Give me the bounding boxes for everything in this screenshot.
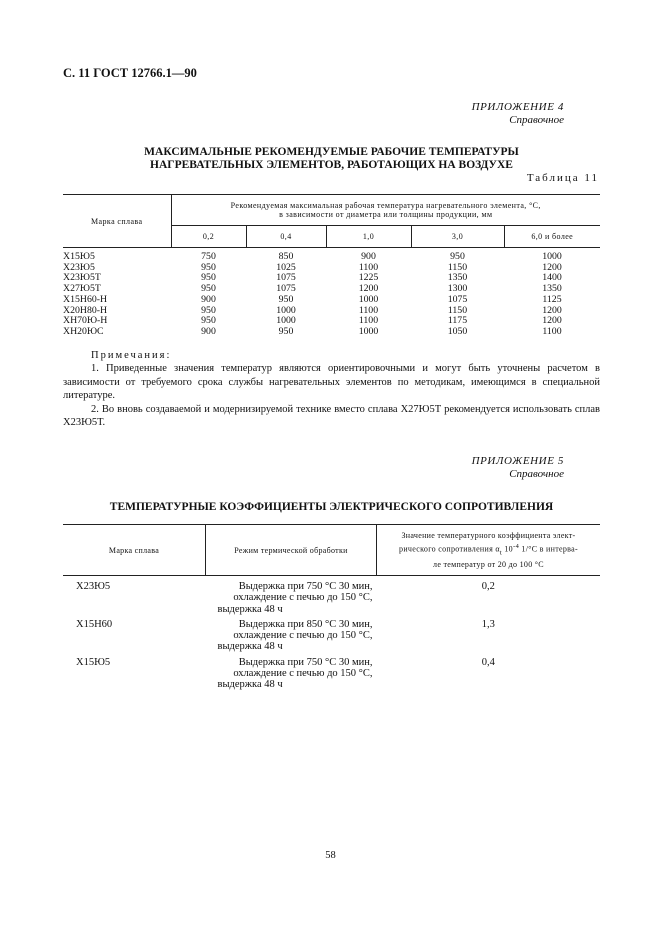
table-row	[63, 615, 600, 653]
cell-value: 950	[201, 315, 216, 327]
subcol-header: 0,2	[171, 226, 246, 248]
cell-mark: ХН70Ю-Н	[63, 315, 108, 327]
col-header-mark: Марка сплава	[63, 195, 171, 248]
cell-value: 1350	[542, 283, 562, 295]
cell-value: 1400	[542, 272, 562, 284]
cell-value: 1125	[542, 293, 562, 305]
appendix4-title	[63, 146, 600, 172]
col-header-group-line2: в зависимости от диаметра или толщины продукции, мм	[279, 210, 493, 219]
cell-mark: Х23Ю5Т	[63, 272, 101, 284]
cell-mark: ХН20ЮС	[63, 325, 104, 337]
cell-value: 1000	[276, 315, 296, 327]
cell-value: 950	[201, 272, 216, 284]
coef-text-b: 1/°С в интерва-	[519, 545, 578, 555]
appendix4-label: ПРИЛОЖЕНИЕ 4	[471, 101, 564, 113]
cell-value: 1200	[542, 261, 562, 273]
cell-value: 1,3	[481, 618, 495, 630]
table-appendix5	[63, 524, 600, 691]
table-row	[63, 295, 600, 306]
table-11	[63, 194, 600, 338]
cell-mode-line: Выдержка при 750 °С 30 мин,	[238, 581, 373, 592]
cell-mark: Х15Н60	[76, 618, 113, 630]
cell-value: 1000	[276, 304, 296, 316]
cell-value: 1300	[447, 283, 468, 295]
cell-value: 950	[450, 251, 465, 262]
cell-mark: Х27Ю5Т	[63, 283, 101, 295]
table-row	[63, 327, 600, 338]
cell-value: 1075	[276, 272, 296, 284]
table-row	[63, 284, 600, 295]
cell-mark: Х23Ю5	[76, 581, 111, 592]
cell-value: 1200	[542, 315, 562, 327]
cell-value: 900	[201, 325, 216, 337]
coef-subscript: t	[499, 549, 503, 557]
cell-value: 1100	[358, 261, 379, 273]
cell-value: 900	[201, 293, 216, 305]
cell-value: 900	[361, 251, 376, 262]
table-row	[63, 273, 600, 284]
appendix5-label: ПРИЛОЖЕНИЕ 5	[471, 455, 564, 467]
cell-value: 1100	[542, 325, 562, 337]
cell-value: 750	[201, 251, 216, 262]
appendix4-title-line2: НАГРЕВАТЕЛЬНЫХ ЭЛЕМЕНТОВ, РАБОТАЮЩИХ НА ВОЗДУХЕ	[150, 159, 513, 171]
notes-heading: Примечания:	[91, 350, 172, 361]
cell-mode-line: выдержка 48 ч	[217, 679, 283, 691]
cell-value: 950	[201, 283, 216, 295]
cell-value: 1225	[358, 272, 379, 284]
col-header-mark: Марка сплава	[63, 525, 206, 576]
coef-text-mid: 10	[502, 545, 513, 555]
cell-value: 1000	[542, 251, 562, 262]
cell-value: 1075	[276, 283, 296, 295]
cell-mark: Х15Ю5	[63, 251, 95, 262]
cell-mode-line: Выдержка при 850 °С 30 мин,	[238, 618, 373, 630]
cell-value: 850	[278, 251, 294, 262]
cell-value: 1000	[358, 293, 379, 305]
cell-mode	[206, 615, 377, 653]
cell-value: 1100	[358, 315, 379, 327]
appendix4-label-block	[472, 101, 564, 127]
cell-value: 1175	[447, 315, 468, 327]
appendix5-title: ТЕМПЕРАТУРНЫЕ КОЭФФИЦИЕНТЫ ЭЛЕКТРИЧЕСКОГО СОПРОТИВЛЕНИЯ	[109, 501, 554, 513]
col-header-group-line1: Рекомендуемая максимальная рабочая температура нагревательного элемента, °С,	[230, 201, 541, 210]
coef-superscript: -4	[512, 543, 520, 551]
cell-mode-line: выдержка 48 ч	[217, 603, 283, 615]
page-number: 58	[325, 850, 336, 861]
cell-value: 1200	[542, 304, 562, 316]
cell-value: 1150	[447, 261, 468, 273]
cell-value: 1100	[358, 304, 379, 316]
subcol-header: 6,0 и более	[504, 226, 600, 248]
cell-mark: Х15Н60-Н	[63, 293, 108, 305]
col-header-group	[171, 195, 600, 226]
cell-value: 950	[201, 261, 216, 273]
notes-block	[63, 349, 600, 429]
table-row	[63, 248, 600, 263]
table-row	[63, 263, 600, 274]
table-row	[63, 653, 600, 691]
table-row	[63, 316, 600, 327]
appendix5-type: Справочное	[509, 468, 564, 480]
col-header-coefficient-line1: Значение температурного коэффициента элект-	[401, 531, 576, 541]
cell-value: 950	[278, 293, 294, 305]
page-header: С. 11 ГОСТ 12766.1—90	[63, 66, 197, 80]
cell-value: 1000	[358, 325, 379, 337]
col-header-coefficient-line2	[381, 541, 596, 558]
cell-mode-line: охлаждение с печью до 150 °С,	[233, 630, 373, 642]
note-2: 2. Во вновь создаваемой и модернизируемой технике вместо сплава Х27Ю5Т рекомендуется использовать сплав Х23Ю5Т.	[63, 403, 600, 429]
cell-mark: Х23Ю5	[63, 261, 95, 273]
cell-value: 950	[201, 304, 216, 316]
cell-mark: Х15Ю5	[76, 656, 111, 668]
col-header-coefficient	[377, 525, 601, 576]
cell-value: 1025	[276, 261, 296, 273]
cell-mode-line: выдержка 48 ч	[217, 641, 283, 653]
table-row	[63, 576, 600, 615]
cell-value: 950	[278, 325, 294, 337]
cell-value: 1050	[447, 325, 468, 337]
col-header-coefficient-line3: ле температур от 20 до 100 °С	[433, 559, 544, 569]
cell-mode-line: Выдержка при 750 °С 30 мин,	[238, 656, 373, 668]
subcol-header: 0,4	[246, 226, 326, 248]
cell-value: 1350	[447, 272, 468, 284]
col-header-mode: Режим термической обработки	[206, 525, 377, 576]
cell-value: 0,4	[481, 656, 495, 668]
subcol-header: 3,0	[411, 226, 504, 248]
coef-text-a: рического сопротивления α	[399, 545, 500, 555]
cell-mode	[206, 576, 377, 615]
cell-value: 1200	[358, 283, 379, 295]
cell-mode	[206, 653, 377, 691]
cell-value: 1150	[447, 304, 468, 316]
cell-mark: Х20Н80-Н	[63, 304, 108, 316]
table11-label: Таблица 11	[526, 172, 599, 184]
appendix4-type: Справочное	[509, 114, 564, 126]
cell-value: 0,2	[481, 581, 495, 592]
note-1: 1. Приведенные значения температур являются ориентировочными и могут быть уточнены расчетом в зависимости от требуемого срока службы нагревательных элементов по методикам, имеющимся в специальной литературе.	[63, 363, 600, 402]
cell-mode-line: охлаждение с печью до 150 °С,	[233, 668, 373, 680]
appendix5-label-block	[472, 455, 564, 481]
appendix4-title-line1: МАКСИМАЛЬНЫЕ РЕКОМЕНДУЕМЫЕ РАБОЧИЕ ТЕМПЕРАТУРЫ	[144, 146, 519, 158]
table-row	[63, 306, 600, 317]
subcol-header: 1,0	[326, 226, 411, 248]
cell-value: 1075	[447, 293, 468, 305]
cell-mode-line: охлаждение с печью до 150 °С,	[233, 592, 373, 604]
